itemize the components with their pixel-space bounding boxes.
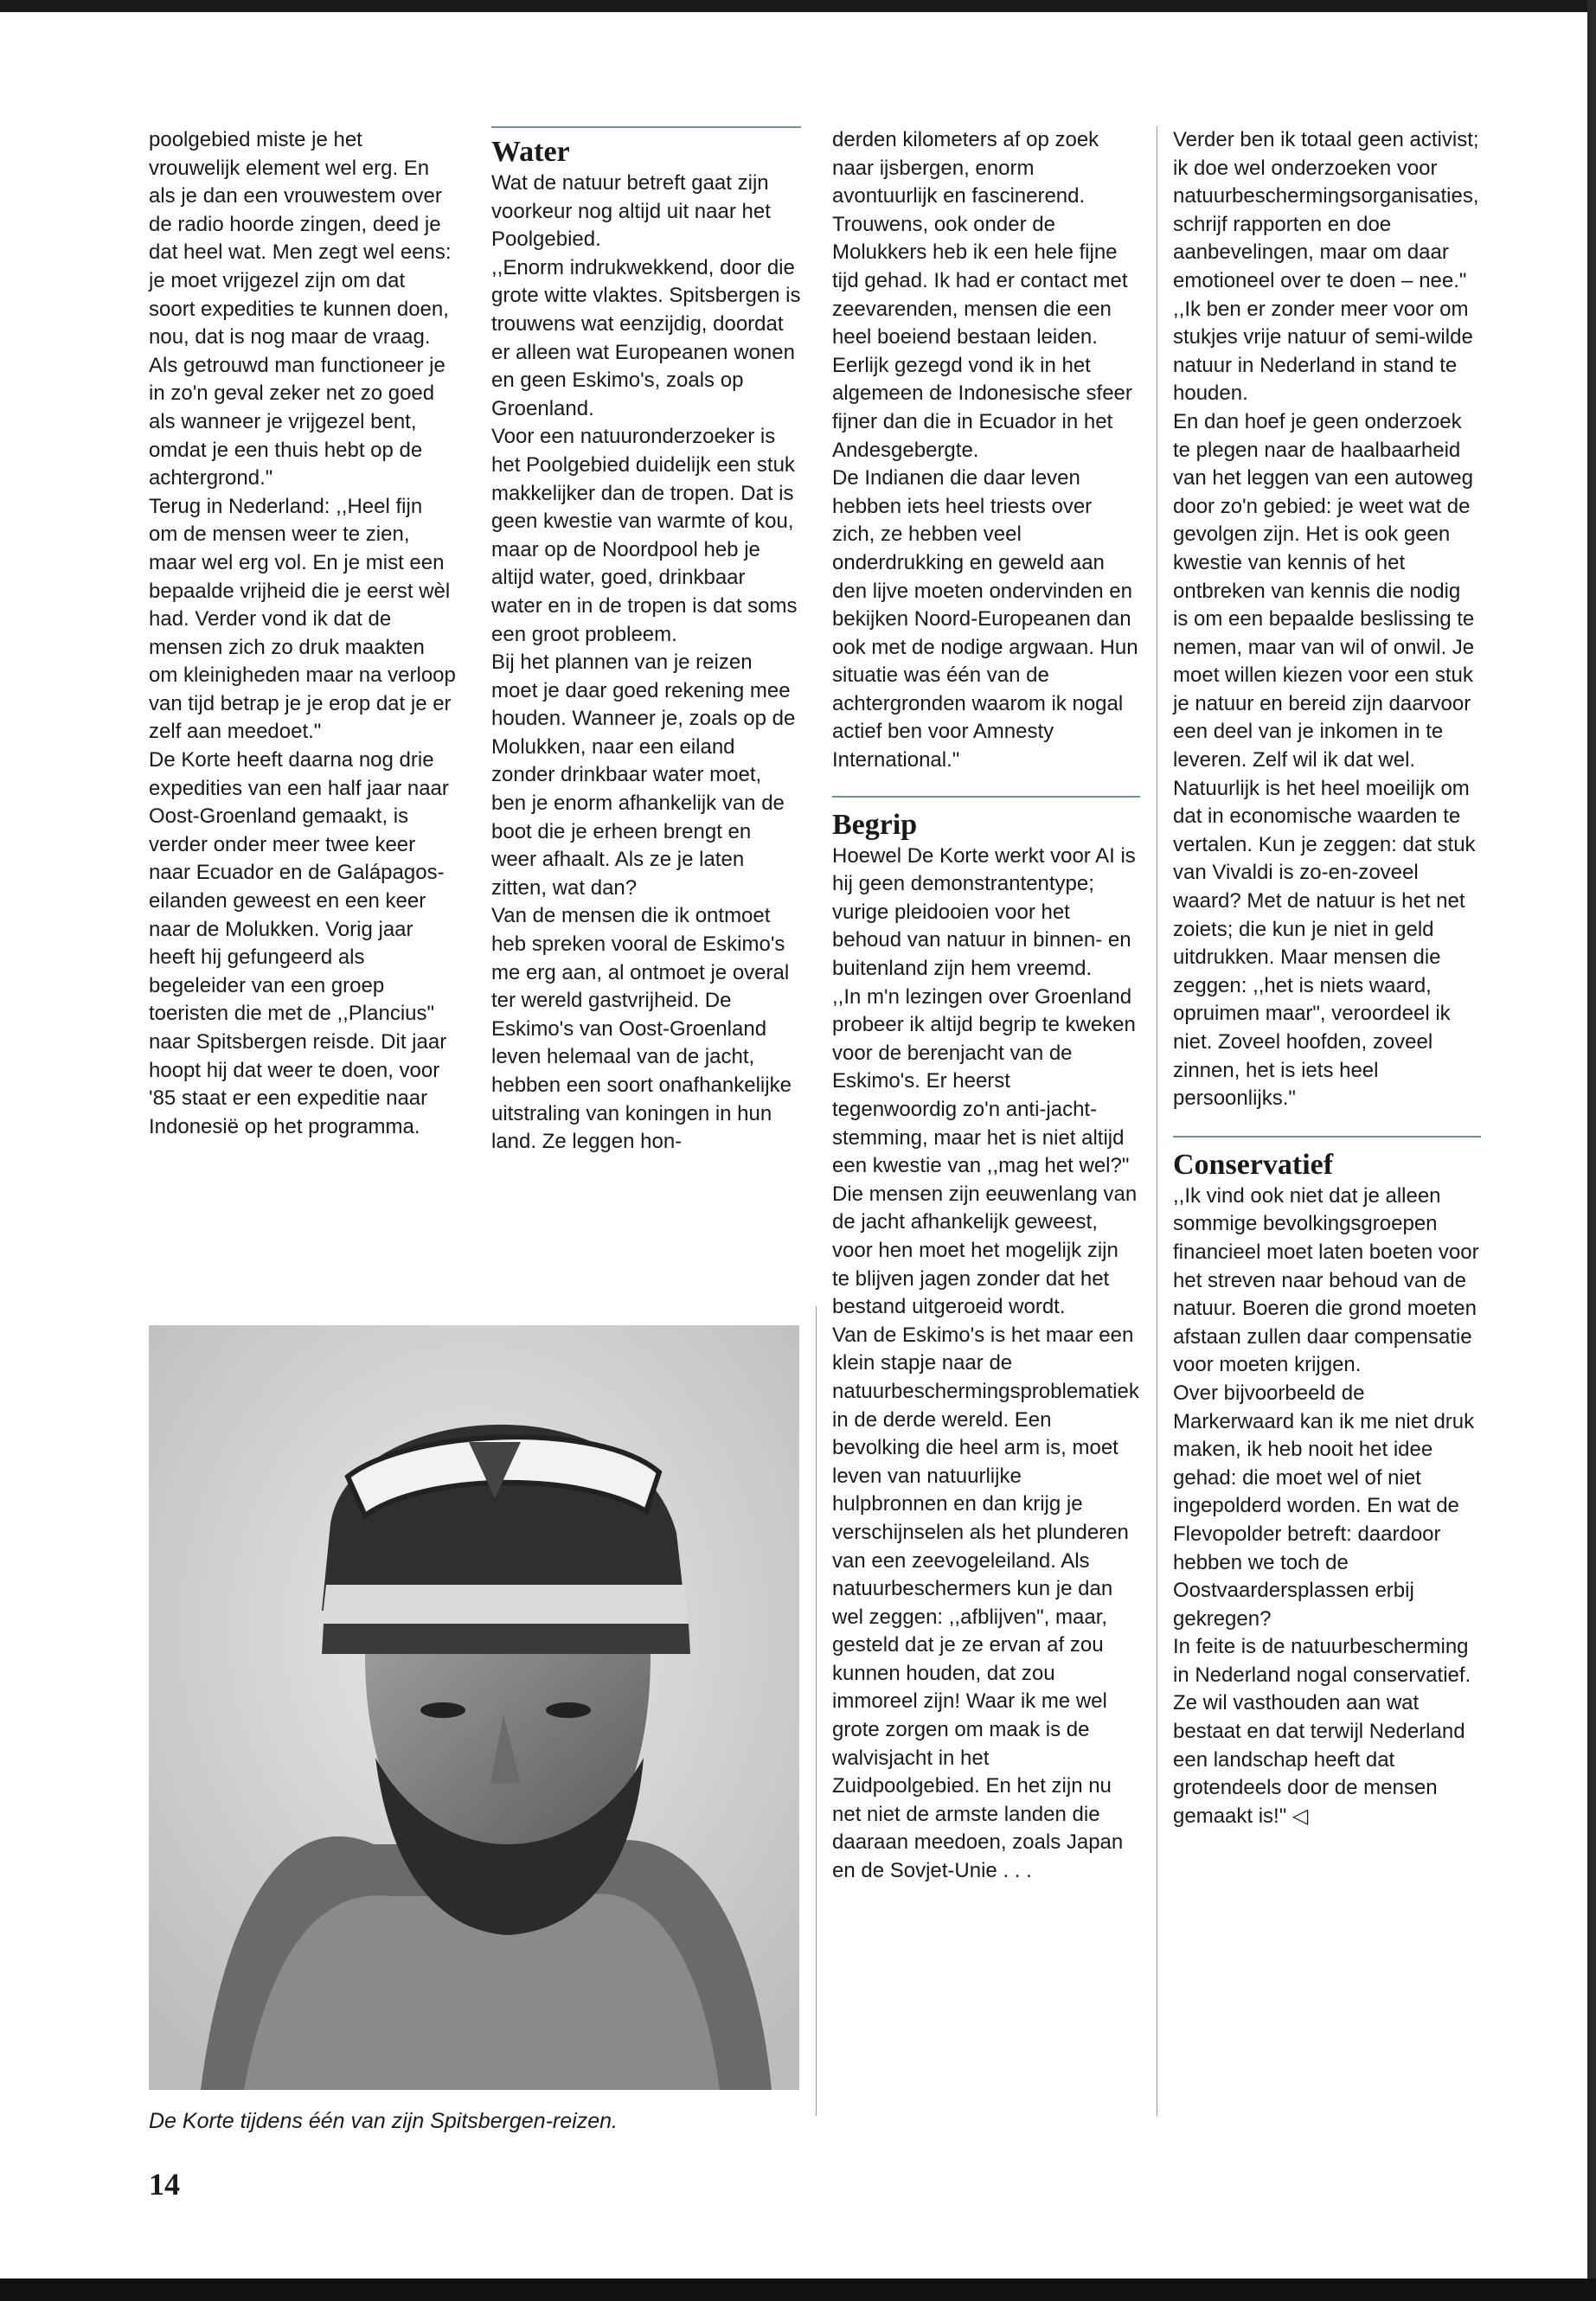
section-heading-conservatief: Conservatief (1173, 1148, 1334, 1181)
section-rule (1173, 1136, 1481, 1138)
portrait-illustration (149, 1325, 799, 2090)
page-number: 14 (149, 2167, 180, 2202)
paragraph: derden kilometers af op zoek naar ijsbergen, enorm avontuurlijk en fascinerend. (832, 128, 1099, 208)
paragraph: Eerlijk gezegd vond ik in het algemeen de Indonesische sfeer fijner dan die in Ecuador in het Andesgebergte. (832, 353, 1132, 462)
paragraph: Van de Eskimo's is het maar een klein stapje naar de natuurbeschermingsproblematiek in de derde wereld. Een bevolking die heel arm is, moet leven van natuurlijke hulpbronnen en dan krijg je verschijnselen als het plunderen van een zeevogeleiland. Als natuurbeschermers kun je dan wel zeggen: ,,afblijven", maar, gesteld dat je ze ervan af zou kunnen houden, dat zou immoreel zijn! Waar ik me wel grote zorgen om maak is de walvisjacht in het Zuidpoolgebied. En het zijn nu net niet de armste landen die daaraan meedoen, zoals Japan en de Sovjet-Unie . . . (832, 1323, 1139, 1883)
column-3 (832, 126, 1140, 1886)
paragraph: ,,In m'n lezingen over Groenland probeer ik altijd begrip te kweken voor de berenjacht van de Eskimo's. Er heerst tegenwoordig zo'n anti-jacht-stemming, maar het is niet altijd een kwestie van ,,mag het wel?" Die mensen zijn eeuwenlang van de jacht afhankelijk geweest, voor hen moet het mogelijk zijn te blijven jagen zonder dat het bestand uitgeroeid wordt. (832, 984, 1138, 1319)
photo-caption: De Korte tijdens één van zijn Spitsbergen-reizen. (149, 2109, 618, 2133)
column-2 (491, 126, 801, 1157)
paragraph: Van de mensen die ik ontmoet heb spreken vooral de Eskimo's me erg aan, al ontmoet je overal ter wereld gastvrijheid. De Eskimo's van Oost-Groenland leven helemaal van de jacht, hebben een soort onafhankelijke uitstraling van koningen in hun land. Ze leggen hon- (491, 904, 792, 1154)
paragraph: ,,Ik ben er zonder meer voor om stukjes vrije natuur of semi-wilde natuur in Nederland in stand te houden. (1173, 297, 1473, 406)
paragraph: Terug in Nederland: ,,Heel fijn om de mensen weer te zien, maar wel erg vol. En je mist een bepaalde vrijheid die je eerst wèl had. Verder vond ik dat de mensen zich zo druk maakten om kleinigheden maar na verloop van tijd betrap je je erop dat je er zelf aan meedoet." (149, 494, 456, 744)
column-4 (1173, 126, 1481, 1830)
top-border (0, 0, 1596, 12)
paragraph: In feite is de natuurbescherming in Nederland nogal conservatief. Ze wil vasthouden aan wat bestaat en dat terwijl Nederland een landschap heeft dat grotendeels door de mensen gemaakt is!" ◁ (1173, 1635, 1471, 1828)
paragraph: Bij het plannen van je reizen moet je daar goed rekening mee houden. Wanneer je, zoals op de Molukken, naar een eiland zonder drinkbaar water moet, ben je enorm afhankelijk van de boot die je erheen brengt en weer afhaalt. Als ze je laten zitten, wat dan? (491, 651, 796, 900)
paragraph: Wat de natuur betreft gaat zijn voorkeur nog altijd uit naar het Poolgebied. (491, 171, 771, 252)
section-rule (832, 796, 1140, 798)
section-rule (491, 126, 801, 128)
right-edge (1587, 0, 1596, 2301)
paragraph: De Korte heeft daarna nog drie expedities van een half jaar naar Oost-Groenland gemaakt, is verder onder meer twee keer naar Ecuador en de Galápagos-eilanden geweest en een keer naar de Molukken. Vorig jaar heeft hij gefungeerd als begeleider van een groep toeristen die met de ,,Plancius" naar Spitsbergen reisde. Dit jaar hoopt hij dat weer te doen, voor '85 staat er een expeditie naar Indonesië op het programma. (149, 748, 449, 1138)
paragraph: poolgebied miste je het vrouwelijk element wel erg. En als je dan een vrouwestem over de radio hoorde zingen, deed je dat heel wat. Men zegt wel eens: je moet vrijgezel zijn om dat soort expedities te kunnen doen, nou, dat is nog maar de vraag. Als getrouwd man functioneer je in zo'n geval zeker net zo goed als wanneer je vrijgezel bent, omdat je een thuis hebt op de achtergrond." (149, 128, 452, 490)
paragraph: De Indianen die daar leven hebben iets heel triests over zich, ze hebben veel onderdrukking en geweld aan den lijve moeten ondervinden en bekijken Noord-Europeanen dan ook met de nodige argwaan. Hun situatie was één van de achtergronden waarom ik nogal actief ben voor Amnesty International." (832, 466, 1138, 772)
paragraph: Hoewel De Korte werkt voor AI is hij geen demonstrantentype; vurige pleidooien voor het behoud van natuur in binnen- en buitenland zijn hem vreemd. (832, 843, 1136, 981)
column-1 (149, 126, 456, 1141)
paragraph: Trouwens, ook onder de Molukkers heb ik een hele fijne tijd gehad. Ik had er contact met zeevarenden, mensen die een heel boeiend bestaan leiden. (832, 212, 1128, 349)
paragraph: ,,Enorm indrukwekkend, door die grote witte vlaktes. Spitsbergen is trouwens wat eenzijdig, doordat er alleen wat Europeanen wonen en geen Eskimo's, zoals op Groenland. (491, 255, 801, 420)
bottom-border (0, 2279, 1596, 2301)
paragraph: Verder ben ik totaal geen activist; ik doe wel onderzoeken voor natuurbeschermingsorganisaties, schrijf rapporten en doe aanbevelingen, maar om daar emotioneel over te doen – nee." (1173, 128, 1479, 292)
section-heading-water: Water (491, 136, 570, 168)
paragraph: Voor een natuuronderzoeker is het Poolgebied duidelijk een stuk makkelijker dan de tropen. Dat is geen kwestie van warmte of kou, maar op de Noordpool heb je altijd water, goed, drinkbaar water en in de tropen is dat soms een groot probleem. (491, 425, 798, 646)
column-separator (816, 1306, 817, 2116)
section-heading-begrip: Begrip (832, 808, 918, 841)
paragraph: Over bijvoorbeeld de Markerwaard kan ik me niet druk maken, ik heb nooit het idee gehad: die moet wel of niet ingepolderd worden. En wat de Flevopolder betreft: daardoor hebben we toch de Oostvaardersplassen erbij gekregen? (1173, 1381, 1475, 1631)
paragraph: En dan hoef je geen onderzoek te plegen naar de haalbaarheid van het leggen van een autoweg door zo'n gebied: je weet wat de gevolgen zijn. Het is ook geen kwestie van kennis of het ontbreken van kennis die nodig is om een bepaalde beslissing te nemen, maar van wil of onwil. Je moet willen kiezen voor een stuk je natuur en bereid zijn daarvoor een deel van je inkomen in te leveren. Zelf wil ik dat wel. (1173, 409, 1475, 772)
paragraph: Natuurlijk is het heel moeilijk om dat in economische waarden te vertalen. Kun je zeggen: dat stuk van Vivaldi is zo-en-zoveel waard? Met de natuur is het net zoiets; die kun je niet in geld uitdrukken. Maar mensen die zeggen: ,,het is niets waard, opruimen maar", veroordeel ik niet. Zoveel hoofden, zoveel zinnen, het is iets heel persoonlijks." (1173, 776, 1476, 1111)
paragraph: ,,Ik vind ook niet dat je alleen sommige bevolkingsgroepen financieel moet laten boeten voor het streven naar behoud van de natuur. Boeren die grond moeten afstaan zullen daar compensatie voor moeten krijgen. (1173, 1183, 1479, 1377)
portrait-photo (149, 1325, 799, 2090)
